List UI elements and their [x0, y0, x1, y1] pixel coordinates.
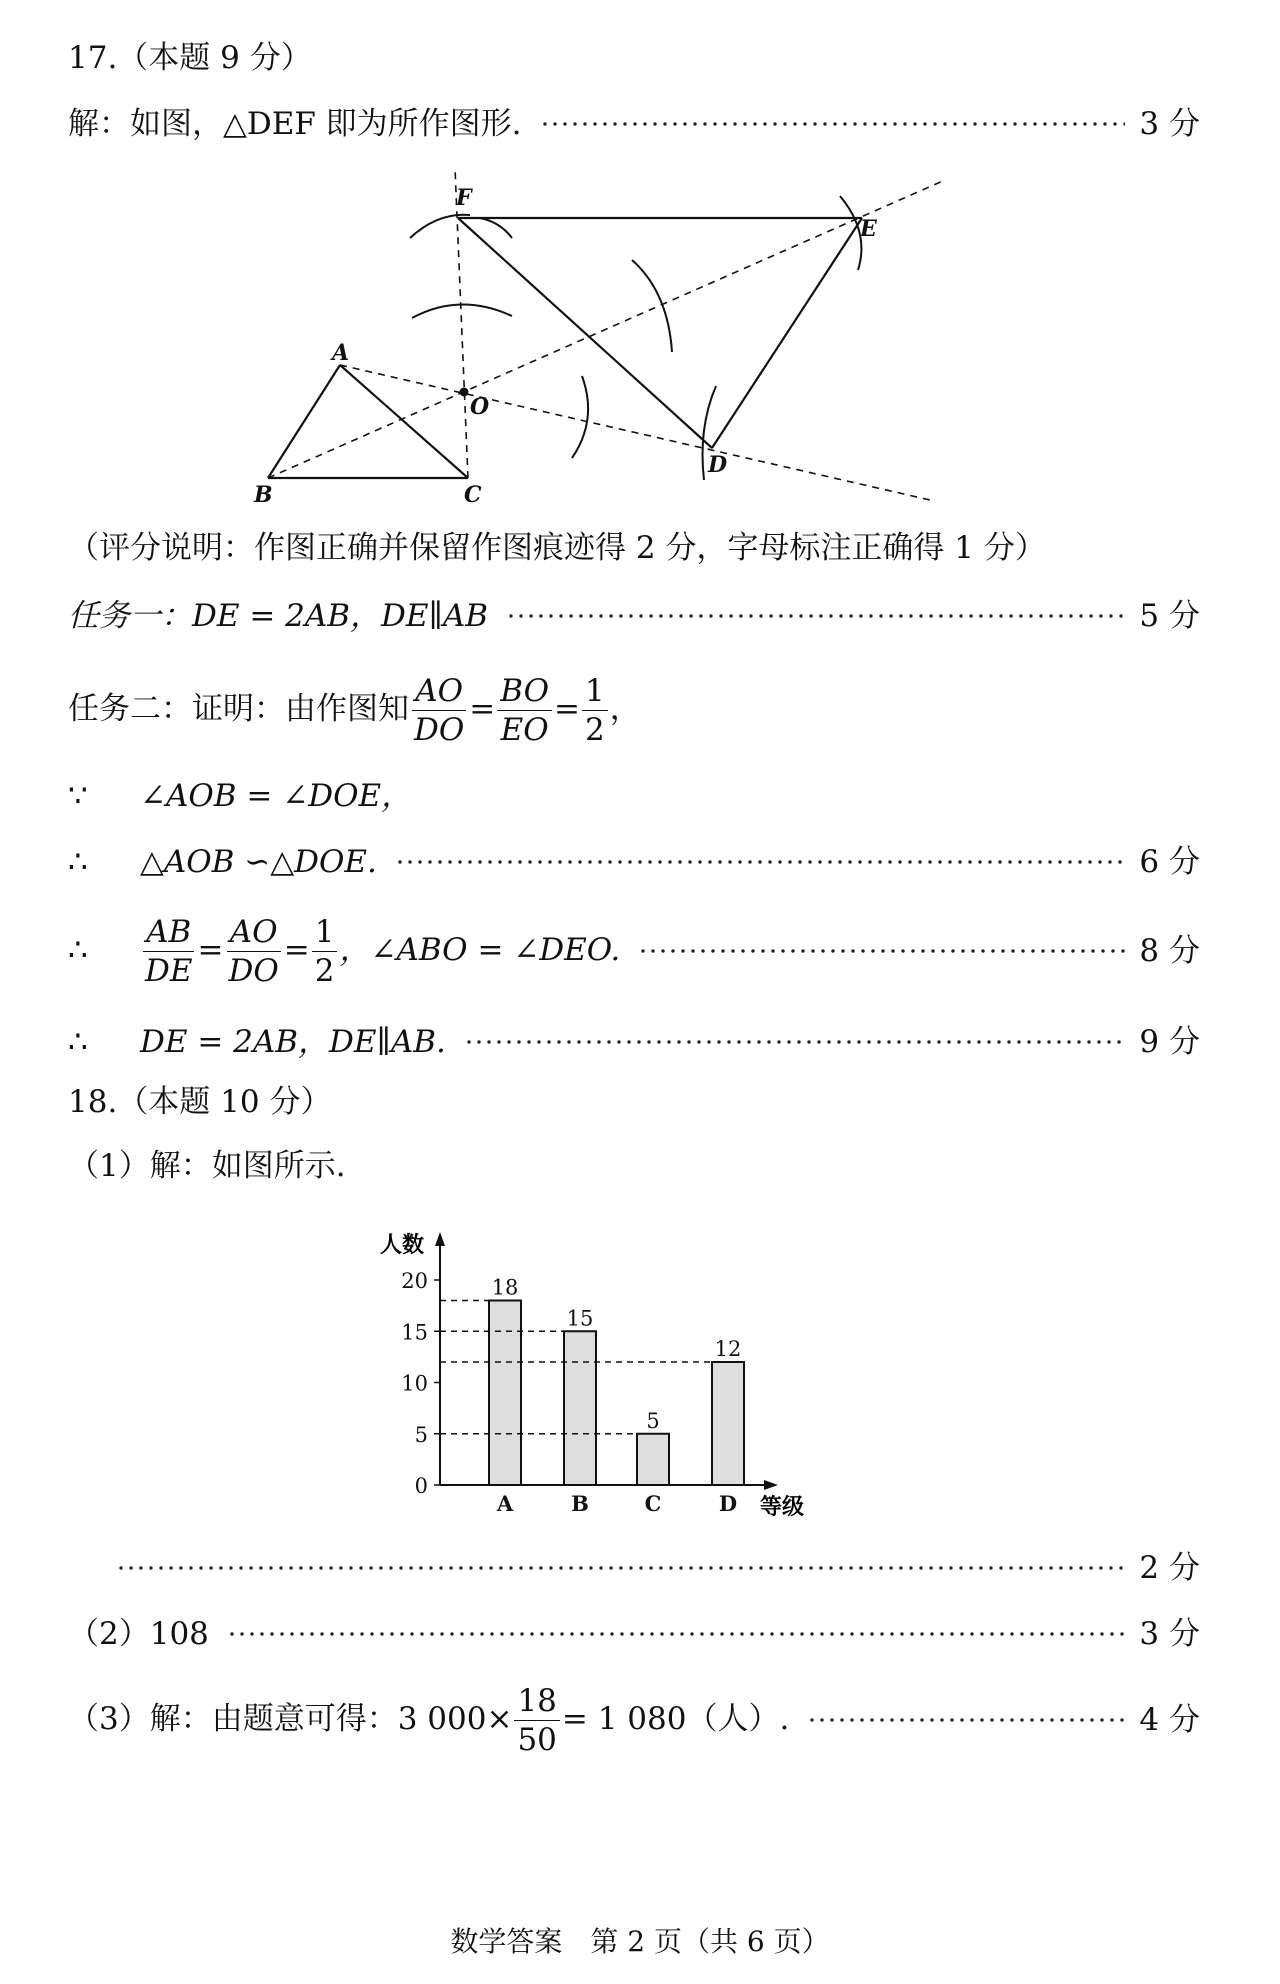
y-tick-label: 0 — [414, 1474, 428, 1498]
page-footer: 数学答案 第 2 页（共 6 页） — [450, 1925, 830, 1958]
label-f: F — [456, 185, 472, 211]
fraction-denominator: 50 — [517, 1721, 557, 1758]
q18-part3-prefix: （3）解：由题意可得：3 000× — [68, 1700, 513, 1737]
bar — [712, 1362, 744, 1485]
bar-value-label: 18 — [491, 1275, 519, 1300]
score-points: 9 分 — [1139, 1024, 1200, 1060]
x-category-label: B — [571, 1491, 589, 1516]
bar — [564, 1331, 596, 1485]
y-axis-label: 人数 — [380, 1232, 425, 1258]
because-text: ∠AOB = ∠DOE， — [140, 778, 413, 814]
q17-header: 17.（本题 9 分） — [68, 40, 312, 76]
because-line — [68, 776, 1200, 816]
x-category-label: D — [718, 1491, 738, 1516]
q18-part1-score — [68, 1548, 1200, 1588]
leader-dots — [464, 1039, 1126, 1045]
score-points: 5 分 — [1139, 598, 1200, 634]
therefore1-text: △AOB ∽△DOE. — [140, 844, 377, 880]
label-e: E — [860, 216, 877, 242]
y-axis-arrow — [435, 1232, 445, 1246]
bar-chart — [380, 1215, 840, 1535]
therefore3-text: DE = 2AB，DE∥AB. — [140, 1024, 446, 1060]
therefore-symbol: ∴ — [68, 931, 88, 968]
leader-dots — [540, 121, 1126, 127]
therefore3-line — [68, 1022, 1200, 1062]
q18-part3-suffix: = 1 080（人）. — [561, 1700, 790, 1737]
fraction-denominator: 2 — [314, 952, 335, 989]
label-d: D — [708, 452, 728, 478]
task1-text: 任务一：DE = 2AB，DE∥AB — [68, 598, 489, 634]
fraction-ab-de — [142, 913, 195, 990]
bar-value-label: 15 — [566, 1306, 594, 1331]
fraction-one-half — [582, 672, 608, 749]
y-tick-label: 15 — [401, 1320, 428, 1345]
label-a: A — [332, 340, 350, 366]
y-tick-label: 5 — [414, 1422, 428, 1447]
fraction-numerator: 1 — [582, 672, 608, 711]
score-points: 3 分 — [1139, 1616, 1200, 1652]
label-b: B — [254, 482, 273, 508]
fraction-ao-do-2 — [225, 913, 281, 990]
fraction-18-50 — [514, 1682, 559, 1759]
score-points: 8 分 — [1139, 933, 1200, 969]
x-axis-label: 等级 — [760, 1494, 805, 1520]
task2-line: 任务二：证明：由作图知 $\frac{AO}{DO}$ = $\frac{BO}{EO}$ = $\frac{1}{2}$ ， — [68, 673, 641, 748]
x-category-label: A — [496, 1491, 514, 1516]
label-c: C — [464, 482, 482, 508]
leader-dots — [807, 1717, 1125, 1723]
bar — [637, 1434, 669, 1485]
because-symbol: ∵ — [68, 778, 88, 814]
y-tick-label: 20 — [401, 1269, 428, 1293]
q17-solution-line — [68, 104, 1200, 144]
therefore2-line: ∴ $\frac{AB}{DE}$ = $\frac{AO}{DO}$ = $\frac{1}{2}$ ，∠ABO = ∠DEO. 8 分 — [68, 913, 1200, 989]
fraction-bo-eo — [497, 672, 552, 749]
q18-part2-line — [68, 1614, 1200, 1654]
leader-dots — [116, 1565, 1125, 1571]
fraction-numerator: AB — [143, 913, 194, 952]
fraction-numerator: BO — [497, 672, 552, 711]
geometry-figure — [240, 160, 960, 515]
fraction-denominator: EO — [500, 712, 549, 748]
fraction-denominator: DO — [228, 952, 279, 989]
q17-solution-text: 解：如图，△DEF 即为所作图形. — [68, 106, 522, 142]
fraction-numerator: 1 — [312, 913, 338, 952]
q18-part3-line — [68, 1672, 1200, 1768]
x-axis-arrow — [764, 1480, 778, 1490]
score-points: 3 分 — [1139, 106, 1200, 142]
y-tick-label: 10 — [401, 1371, 428, 1396]
therefore1-line — [68, 842, 1200, 882]
leader-dots — [638, 948, 1125, 954]
fraction-denominator: DE — [145, 952, 193, 989]
fraction-denominator: 2 — [585, 712, 605, 748]
task2-prefix: 任务二：证明：由作图知 — [68, 691, 409, 727]
x-category-label: C — [644, 1491, 662, 1516]
fraction-denominator: DO — [414, 712, 465, 748]
fraction-numerator: 18 — [514, 1682, 559, 1721]
q18-part2-text: （2）108 — [68, 1616, 209, 1652]
leader-dots — [506, 613, 1125, 619]
q18-header: 18.（本题 10 分） — [68, 1084, 332, 1120]
grading-note: （评分说明：作图正确并保留作图痕迹得 2 分，字母标注正确得 1 分） — [68, 530, 1046, 566]
leader-dots — [395, 859, 1126, 865]
task2-suffix: ， — [609, 691, 641, 727]
fraction-ao-do — [411, 672, 467, 749]
leader-dots — [227, 1631, 1126, 1637]
therefore-symbol: ∴ — [68, 844, 88, 880]
score-points: 4 分 — [1139, 1702, 1200, 1738]
fraction-numerator: AO — [412, 672, 466, 711]
therefore2-suffix: ，∠ABO = ∠DEO. — [339, 931, 621, 968]
therefore-symbol: ∴ — [68, 1024, 88, 1060]
bar-value-label: 12 — [714, 1337, 742, 1361]
bar — [489, 1301, 521, 1486]
fraction-one-half-2 — [312, 913, 338, 990]
score-points: 6 分 — [1139, 844, 1200, 880]
point-o — [460, 388, 469, 397]
q18-part1: （1）解：如图所示. — [68, 1148, 346, 1184]
label-o: O — [470, 394, 490, 420]
task1-line — [68, 596, 1200, 636]
bar-value-label: 5 — [646, 1408, 660, 1433]
fraction-numerator: AO — [227, 913, 281, 952]
score-points: 2 分 — [1139, 1550, 1200, 1586]
